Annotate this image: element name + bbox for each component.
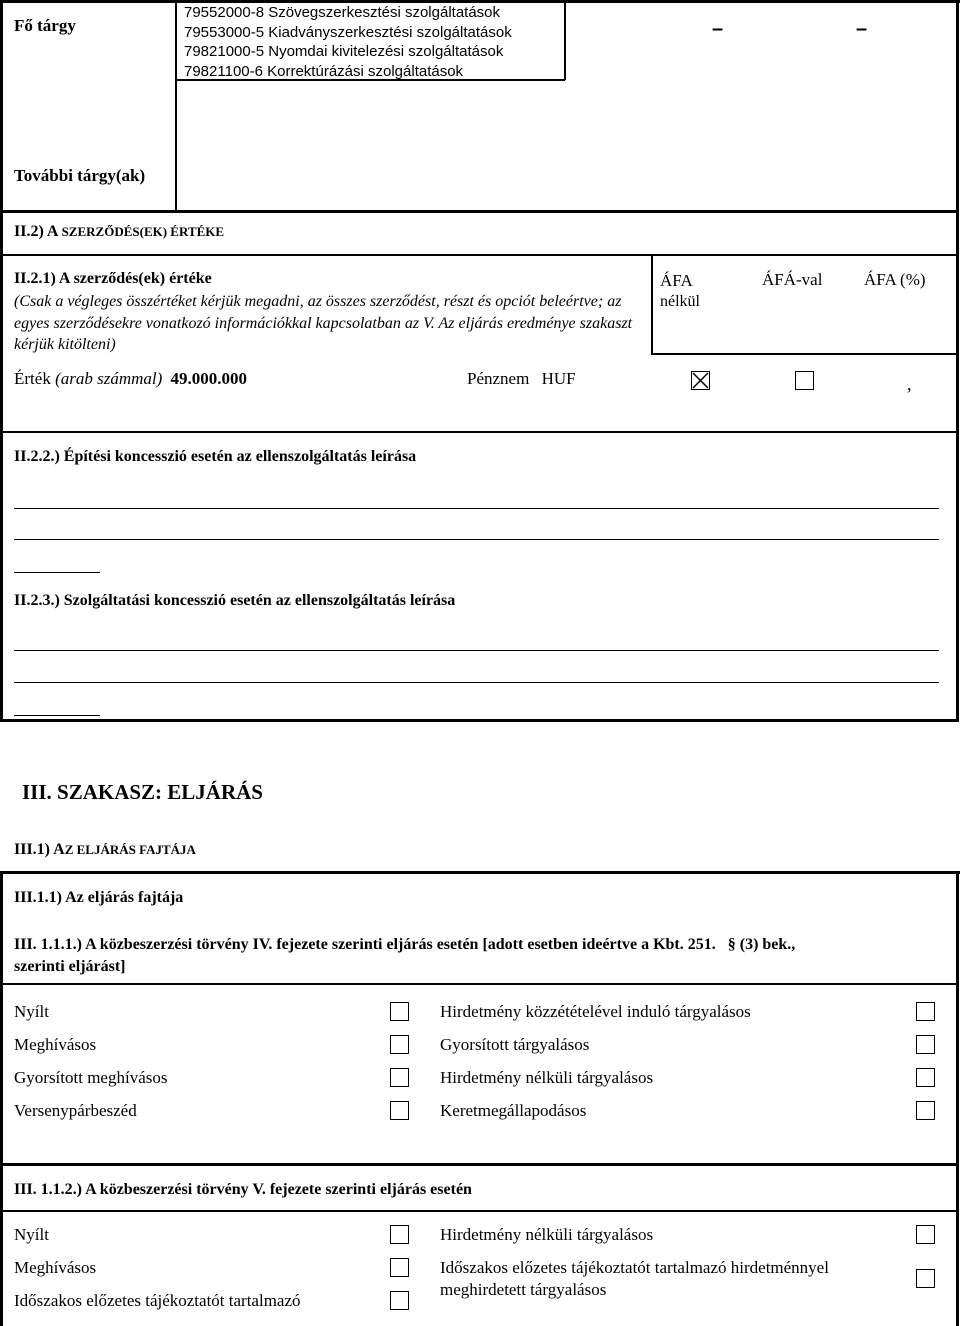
v-meghivasos-checkbox[interactable] [390,1258,409,1277]
iii111-title-line2: szerinti eljárást] [14,958,126,975]
iv-option-label: Hirdetmény közzétételével induló tárgyalásos [440,1002,751,1021]
v-option-label-line1: Időszakos előzetes tájékoztatót tartalmazó hirdetménnyel [440,1258,829,1277]
ii2-heading [14,223,224,241]
iv-gyorsitott-meghivasos-checkbox[interactable] [390,1068,409,1087]
ii22-answer-line [14,508,939,509]
afa-nelkul-checkbox[interactable] [691,371,710,390]
iii1-heading-smallcaps: Z ELJÁRÁS FAJTÁJA [64,842,196,857]
iii112-divider [0,1210,959,1212]
v-option-label: Meghívásos [14,1258,97,1277]
iv-hirdetmeny-nelkuli-checkbox[interactable] [916,1068,935,1087]
v-idoszakos-hirdetmennyel-checkbox[interactable] [916,1269,935,1288]
ii22-answer-line [14,572,100,573]
iii11-title: III.1.1) Az eljárás fajtája [14,889,184,906]
v-option-label: Nyílt [14,1225,49,1244]
top-table-row-bottom [0,210,959,213]
ii23-answer-line [14,650,939,651]
iv-option-label: Hirdetmény nélküli tárgyalásos [440,1068,654,1087]
checkbox-cross-icon [692,372,709,389]
afa-pct-comma: , [907,374,912,394]
ii2-heading-divider [0,254,959,256]
ii22-title: II.2.2.) Építési koncesszió esetén az ellenszolgáltatás leírása [14,448,417,465]
iv-versenyparbeszed-checkbox[interactable] [390,1101,409,1120]
afa-box-bottom [651,353,957,355]
section-iii-title: III. SZAKASZ: ELJÁRÁS [22,780,263,804]
iii111-divider [0,983,959,985]
afa-box-left [651,256,653,355]
ii23-answer-line [14,682,939,683]
iv-option-label: Gyorsított tárgyalásos [440,1035,590,1054]
ii21-note: (Csak a végleges összértéket kérjük megadni, az összes szerződést, részt és opciót beleértve; az egyes szerződésekre vonatkozó információkkal kapcsolatban az V. Az eljárás eredménye szakaszt kérjük kitölteni) [14,293,633,353]
iii111-title-line1 [14,934,944,956]
afa-val-label: ÁFÁ-val [762,270,823,289]
iv-gyorsitott-targyalasos-checkbox[interactable] [916,1035,935,1054]
cpv-code-item: 79821000-5 Nyomdai kivitelezési szolgáltatások [184,43,504,60]
iv-nyilt-checkbox[interactable] [390,1002,409,1021]
iv-hirdetmeny-kozzetetelevel-checkbox[interactable] [916,1002,935,1021]
iii111-title-text: III. 1.1.1.) A közbeszerzési törvény IV. fejezete szerinti eljárás esetén [adott esetben ideértve a Kbt. 251. [14,936,716,953]
paragraph-symbol: § [727,936,736,953]
iv-option-label: Nyílt [14,1002,49,1021]
top-table-col-divider-1 [175,0,177,212]
afa-nelkul-label [660,270,700,312]
ertek-note: (arab számmal) [55,369,163,388]
iii112-title: III. 1.1.2.) A közbeszerzési törvény V. fejezete szerinti eljárás esetén [14,1181,472,1198]
iv-option-label: Keretmegállapodásos [440,1101,587,1120]
v-idoszakos-checkbox[interactable] [390,1291,409,1310]
ii2-heading-smallcaps: SZERZŐDÉS(EK) ÉRTÉKE [61,224,225,239]
cpv-code-item: 79553000-5 Kiadványszerkesztési szolgáltatások [184,23,512,41]
iii111-title [14,934,944,978]
ii2-section-bottom [0,719,959,722]
v-option-label-line2: meghirdetett tárgyalásos [440,1280,607,1299]
cpv-code-item: 79552000-8 Szövegszerkesztési szolgáltatások [184,4,501,21]
ertek-row-divider [0,431,959,433]
ertek-row [14,369,247,389]
iii-table-top [0,871,960,874]
v-option-label: Hirdetmény nélküli tárgyalásos [440,1225,654,1244]
iii1-heading [14,841,196,859]
iii111-title-text-b: (3) bek., [739,936,796,953]
v-option-label: Időszakos előzetes tájékoztatót tartalmazó [14,1291,301,1310]
penznem-label: Pénznem [467,369,530,388]
penznem-value: HUF [541,369,576,388]
dash-secondary-code-1: – [712,18,724,40]
top-table-col-divider-2 [564,0,566,80]
top-table-border-right [956,0,959,722]
penznem-row [467,369,576,389]
tovabbi-targy-label: További tárgy(ak) [14,166,146,185]
v-option-label-multiline [440,1257,829,1301]
afa-nelkul-line1: ÁFA [660,271,693,290]
ertek-label: Érték [14,369,51,388]
iv-keretmegallapodasos-checkbox[interactable] [916,1101,935,1120]
dash-secondary-code-2: – [856,18,868,40]
ertek-value: 49.000.000 [170,369,248,388]
afa-pct-label: ÁFA (%) [864,270,926,289]
cpv-code-item: 79821100-6 Korrektúrázási szolgáltatások [184,62,464,80]
iv-option-label: Gyorsított meghívásos [14,1068,168,1087]
ii23-title: II.2.3.) Szolgáltatási koncesszió esetén az ellenszolgáltatás leírása [14,592,456,609]
iii112-divider-top [0,1163,959,1166]
ii2-heading-prefix: II.2) A [14,223,62,240]
v-nyilt-checkbox[interactable] [390,1225,409,1244]
iv-option-label: Meghívásos [14,1035,97,1054]
ii21-title: II.2.1) A szerződés(ek) értéke [14,270,212,287]
cpv-code-list [184,3,512,81]
iii-table-left [0,871,3,1326]
afa-nelkul-line2: nélkül [660,293,700,310]
iii1-heading-prefix: III.1) A [14,841,65,858]
iii-table-right [956,871,959,1326]
v-hirdetmeny-nelkuli-checkbox[interactable] [916,1225,935,1244]
fo-targy-label: Fő tárgy [14,16,76,35]
ii23-answer-line [14,715,100,716]
iv-option-label: Versenypárbeszéd [14,1101,137,1120]
iv-meghivasos-checkbox[interactable] [390,1035,409,1054]
afa-val-checkbox[interactable] [795,371,814,390]
ii22-answer-line [14,539,939,540]
top-table-border-left [0,0,3,722]
